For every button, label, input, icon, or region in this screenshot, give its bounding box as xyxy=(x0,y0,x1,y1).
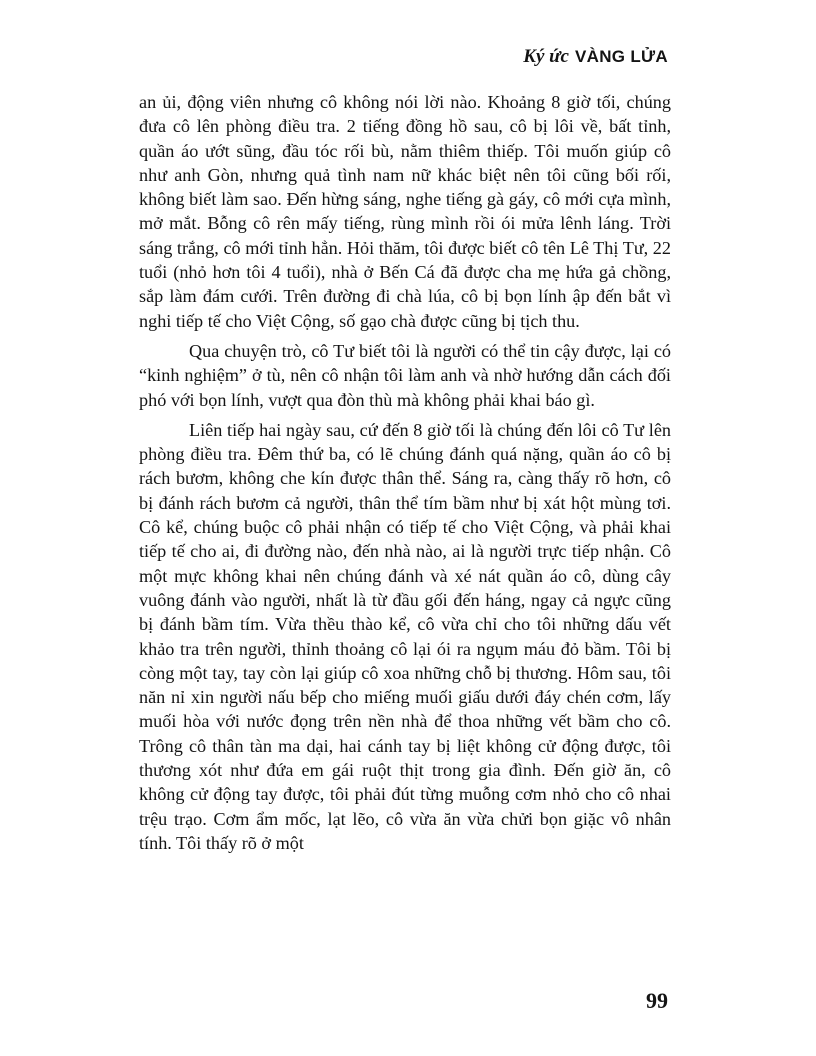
page-number: 99 xyxy=(646,988,668,1013)
paragraph: Liên tiếp hai ngày sau, cứ đến 8 giờ tối là chúng đến lôi cô Tư lên phòng điều tra. Đêm thứ ba, có lẽ chúng đánh quá nặng, quần áo cô bị rách bươm, không che kín được thân thể. Sáng ra, càng thấy rõ hơn, cô bị đánh rách bươm cả người, thân thể tím bầm như bị xát hột mùng tơi. Cô kể, chúng buộc cô phải nhận có tiếp tế cho Việt Cộng, và phải khai tiếp tế cho ai, đi đường nào, đến nhà nào, ai là người trực tiếp nhận. Cô một mực không khai nên chúng đánh và xé nát quần áo cô, dùng cây vuông đánh vào người, nhất là từ đầu gối đến háng, ngay cả ngực cũng bị đánh bầm tím. Vừa thều thào kể, cô vừa chỉ cho tôi những dấu vết khảo tra trên người, thỉnh thoảng cô lại ói ra ngụm máu đỏ bầm. Tôi bị còng một tay, tay còn lại giúp cô xoa những chỗ bị thương. Hôm sau, tôi năn nỉ xin người nấu bếp cho miếng muối giấu dưới đáy chén cơm, lấy muối hòa với nước đọng trên nền nhà để thoa những vết bầm cho cô. Trông cô thân tàn ma dại, hai cánh tay bị liệt không cử động được, tôi thương xót như đứa em gái ruột thịt trong gia đình. Đến giờ ăn, cô không cử động tay được, tôi phải đút từng muỗng cơm nhỏ cho cô nhai trệu trạo. Cơm ẩm mốc, lạt lẽo, cô vừa ăn vừa chửi bọn giặc vô nhân tính. Tôi thấy rõ ở một xyxy=(139,419,671,853)
paragraph-continued: an ủi, động viên nhưng cô không nói lời nào. Khoảng 8 giờ tối, chúng đưa cô lên phòng điều tra. 2 tiếng đồng hồ sau, cô bị lôi về, bất tỉnh, quần áo ướt sũng, đầu tóc rối bù, nằm thiêm thiếp. Tôi muốn giúp cô như anh Gòn, nhưng quả tình nam nữ khác biệt nên tôi cũng bối rối, không biết làm sao. Đến hừng sáng, nghe tiếng gà gáy, cô mới cựa mình, mở mắt. Bỗng cô rên mấy tiếng, rùng mình rồi ói mửa lênh láng. Trời sáng trắng, cô mới tỉnh hẳn. Hỏi thăm, tôi được biết cô tên Lê Thị Tư, 22 tuổi (nhỏ hơn tôi 4 tuổi), nhà ở Bến Cá đã được cha mẹ hứa gả chồng, sắp làm đám cưới. Trên đường đi chà lúa, cô bị bọn lính ập đến bắt vì nghi tiếp tế cho Việt Cộng, số gạo chà được cũng bị tịch thu. xyxy=(139,92,671,331)
body-text xyxy=(139,90,671,855)
paragraph: Qua chuyện trò, cô Tư biết tôi là người có thể tin cậy được, lại có “kinh nghiệm” ở tù, nên cô nhận tôi làm anh và nhờ hướng dẫn cách đối phó với bọn lính, vượt qua đòn thù mà không phải khai báo gì. xyxy=(139,340,671,410)
header-book-title-bold: VÀNG LỬA xyxy=(574,47,668,66)
running-header xyxy=(523,46,668,68)
header-book-title-italic: Ký ức xyxy=(523,46,569,67)
